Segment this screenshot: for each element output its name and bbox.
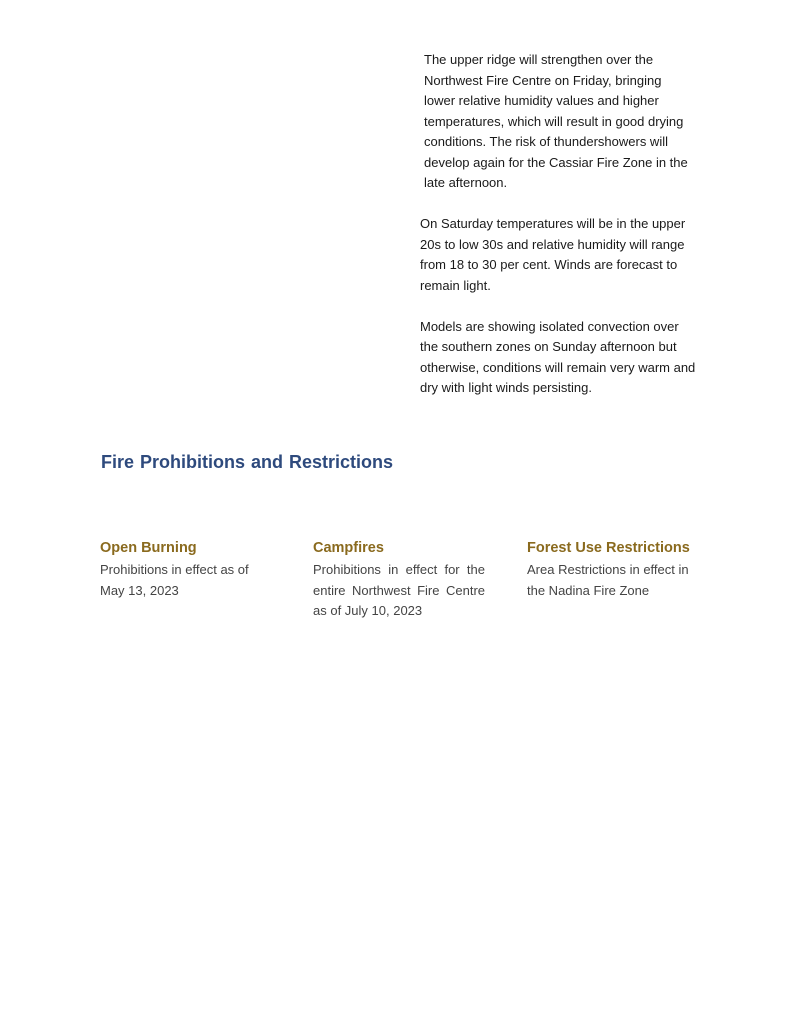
- forest-use-restrictions-heading: Forest Use Restrictions: [527, 540, 690, 556]
- weather-forecast: [420, 50, 698, 419]
- forest-use-restrictions-text: Area Restrictions in effect in the Nadina Fire Zone: [527, 562, 689, 598]
- forest-use-restrictions-column: [527, 540, 699, 601]
- open-burning-text: Prohibitions in effect as of May 13, 2023: [100, 562, 249, 598]
- forecast-paragraph-saturday: On Saturday temperatures will be in the upper 20s to low 30s and relative humidity will range from 18 to 30 per cent. Winds are forecast to remain light.: [420, 216, 686, 293]
- campfires-heading: Campfires: [313, 540, 384, 556]
- section-title: Fire Prohibitions and Restrictions: [101, 452, 394, 472]
- campfires-column: [313, 540, 485, 622]
- open-burning-column: [100, 540, 270, 601]
- campfires-text: Prohibitions in effect for the entire Northwest Fire Centre as of July 10, 2023: [313, 562, 485, 618]
- open-burning-heading: Open Burning: [100, 540, 197, 556]
- forecast-paragraph-friday: The upper ridge will strengthen over the Northwest Fire Centre on Friday, bringing lower relative humidity values and higher temperatures, which will result in good drying conditions. The risk of thundershowers will develop again for the Cassiar Fire Zone in the late afternoon.: [424, 52, 688, 190]
- forecast-paragraph-sunday: Models are showing isolated convection over the southern zones on Sunday afternoon but otherwise, conditions will remain very warm and dry with light winds persisting.: [420, 318, 696, 395]
